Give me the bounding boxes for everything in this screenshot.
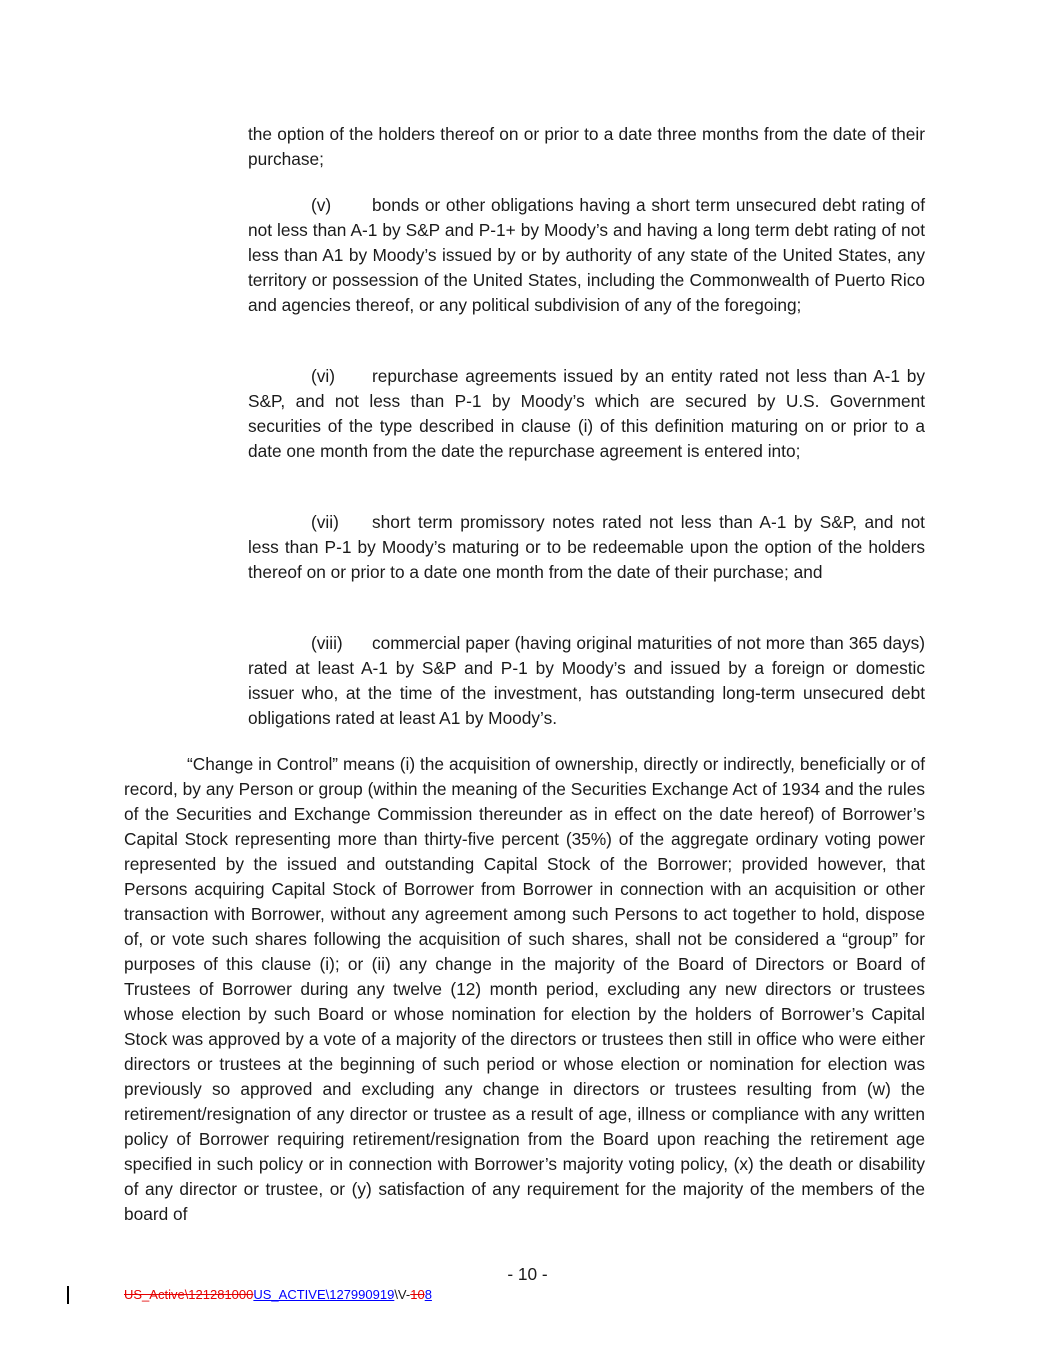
clause-label: (vi)	[311, 366, 335, 386]
version-prefix: \V-	[394, 1287, 411, 1302]
clause-text: bonds or other obligations having a short term unsecured debt rating of not less than A-1 by S&P and P-1+ by Moody’s and having a long term debt rating of not less than A1 by Moody’s issued by or by authority of any state of the United States, any territory or possession of the United States, including the Commonwealth of Puerto Rico and agencies thereof, or any political subdivision of any of the foregoing;	[248, 195, 925, 315]
clause-label: (vii)	[311, 512, 339, 532]
clause-label: (v)	[311, 195, 332, 215]
change-in-control-definition: “Change in Control” means (i) the acquisition of ownership, directly or indirectly, beneficially or of record, by any Person or group (within the meaning of the Securities Exchange Act of 1934 and the rules of the Securities and Exchange Commission thereunder as in effect on the date hereof) of Borrower’s Capital Stock representing more than thirty-five percent (35%) of the aggregate ordinary voting power represented by the issued and outstanding Capital Stock of the Borrower; provided however, that Persons acquiring Capital Stock of Borrower from Borrower in connection with an acquisition or other transaction with Borrower, without any agreement among such Persons to act together to hold, dispose of, or vote such shares following the acquisition of such shares, shall not be considered a “group” for purposes of this clause (i); or (ii) any change in the majority of the Board of Directors or Board of Trustees of Borrower during any twelve (12) month period, excluding any new directors or trustees whose election by such Board or whose nomination for election by the holders of Borrower’s Capital Stock was approved by a vote of a majority of the directors or trustees then still in office who were either directors or trustees at the beginning of such period or whose election or nomination for election was previously so approved and excluding any change in directors or trustees resulting from (w) the retirement/resignation of any director or trustee as a result of age, illness or compliance with any written policy of Borrower requiring retirement/resignation from the Board upon reaching the retirement age specified in such policy or in connection with Borrower’s majority voting policy, (x) the death or disability of any director or trustee, or (y) satisfaction of any requirement for the majority of the members of the board of	[124, 754, 925, 1224]
change-bar	[67, 1286, 69, 1304]
continuation-paragraph: the option of the holders thereof on or prior to a date three months from the date of their purchase;	[248, 124, 925, 169]
clause-text: repurchase agreements issued by an entity rated not less than A-1 by S&P, and not less than P-1 by Moody’s which are secured by U.S. Government securities of the type described in clause (i) of this definition maturing on or prior to a date one month from the date the repurchase agreement is entered into;	[248, 366, 925, 461]
document-id-footer	[124, 1286, 432, 1304]
clause-vii	[248, 510, 925, 585]
clause-viii	[248, 631, 925, 731]
clause-v	[248, 193, 925, 318]
clause-text: commercial paper (having original maturities of not more than 365 days) rated at least A-1 by S&P and P-1 by Moody’s and issued by a foreign or domestic issuer who, at the time of the investment, has outstanding long-term unsecured debt obligations rated at least A1 by Moody’s.	[248, 633, 925, 728]
inserted-version: 8	[424, 1287, 432, 1302]
clause-label: (viii)	[311, 633, 343, 653]
clause-text: short term promissory notes rated not less than A-1 by S&P, and not less than P-1 by Moody’s maturing or to be redeemable upon the option of the holders thereof on or prior to a date one month from the date of their purchase; and	[248, 512, 925, 582]
deleted-document-id: US_Active\121281000	[124, 1287, 254, 1302]
deleted-version: 10	[410, 1287, 425, 1302]
clause-vi	[248, 364, 925, 464]
page-number: - 10 -	[507, 1264, 548, 1284]
inserted-document-id: US_ACTIVE\127990919	[253, 1287, 395, 1302]
